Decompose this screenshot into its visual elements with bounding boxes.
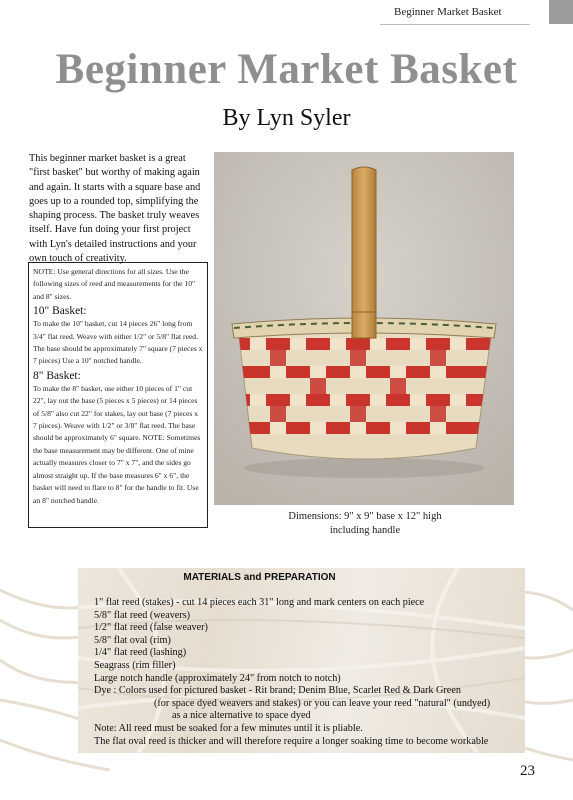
material-line: 1" flat reed (stakes) - cut 14 pieces each 31" long and mark centers on each piece	[94, 597, 425, 608]
material-line: Dye : Colors used for pictured basket - Rit brand; Denim Blue, Scarlet Red & Dark Green	[94, 685, 461, 697]
caption-line-2: including handle	[329, 525, 401, 536]
materials-panel	[78, 568, 525, 753]
basket-photo	[214, 152, 514, 505]
material-line: (for space dyed weavers and stakes) or you can leave your reed "natural" (undyed)	[154, 697, 491, 709]
page-number: 23	[520, 763, 535, 779]
intro-paragraph: This beginner market basket is a great "first basket" but worthy of making again and again. It starts with a square base and goes up to a rounded top, simplifying the shaping process. The basket truly weaves itself. Have fun doing your first project with Lyn's detailed instructions and your own touch of creativity.	[29, 153, 201, 265]
caption-line-1: Dimensions: 9" x 9" base x 12" high	[288, 511, 442, 522]
eight-inch-text: To make the 8" basket, use either 10 pieces of 1" cut 22", lay out the base (5 pieces x 5 pieces) or 14 pieces of 5/8" also cut 22" for stakes, lay out base (7 pieces x 7 pieces). Weave with 1/2" or 3/8" flat reed. The base should be approximately 6" square. NOTE: Sometimes the base measurement may be different. One of mine actually measures closer to 7" x 7", and the sides go almost straight up. If the base measures 6" x 6", the basket will need to flare to 8" for the handle to fit. Use an 8" notched handle.	[33, 383, 201, 505]
material-line: 5/8" flat reed (weavers)	[94, 609, 191, 621]
size-note-box	[28, 262, 208, 528]
header-rule	[380, 24, 530, 25]
material-line: Seagrass (rim filler)	[94, 659, 176, 671]
ten-inch-heading: 10" Basket:	[33, 305, 87, 318]
note-intro: NOTE: Use general directions for all sizes. Use the following sizes of reed and measurements for the 10" and 8" sizes.	[33, 267, 196, 301]
photo-caption	[240, 510, 490, 538]
material-line: 1/2" flat reed (false weaver)	[94, 622, 208, 634]
material-line: as a nice alternative to space dyed	[172, 710, 311, 722]
running-header: Beginner Market Basket	[394, 6, 502, 18]
material-line: Note: All reed must be soaked for a few minutes until it is pliable.	[94, 722, 363, 734]
ten-inch-text: To make the 10" basket, cut 14 pieces 26" long from 3/4" flat reed. Weave with either 1/2" or 5/8" flat reed. The base should be approximately 7" square (7 pieces x 7 pieces) Use a 10" notched handle.	[33, 319, 203, 366]
byline: By Lyn Syler	[222, 105, 351, 131]
eight-inch-heading: 8" Basket:	[33, 369, 81, 382]
material-line: 1/4" flat reed (lashing)	[94, 647, 187, 659]
materials-title: MATERIALS and PREPARATION	[183, 572, 336, 583]
page-title: Beginner Market Basket	[55, 46, 518, 93]
material-line: 5/8" flat oval (rim)	[94, 634, 171, 646]
material-line: The flat oval reed is thicker and will therefore require a longer soaking time to become workable	[94, 735, 489, 747]
basket-illustration	[214, 152, 514, 505]
material-line: Large notch handle (approximately 24" from notch to notch)	[94, 672, 341, 684]
corner-tab	[549, 0, 573, 24]
